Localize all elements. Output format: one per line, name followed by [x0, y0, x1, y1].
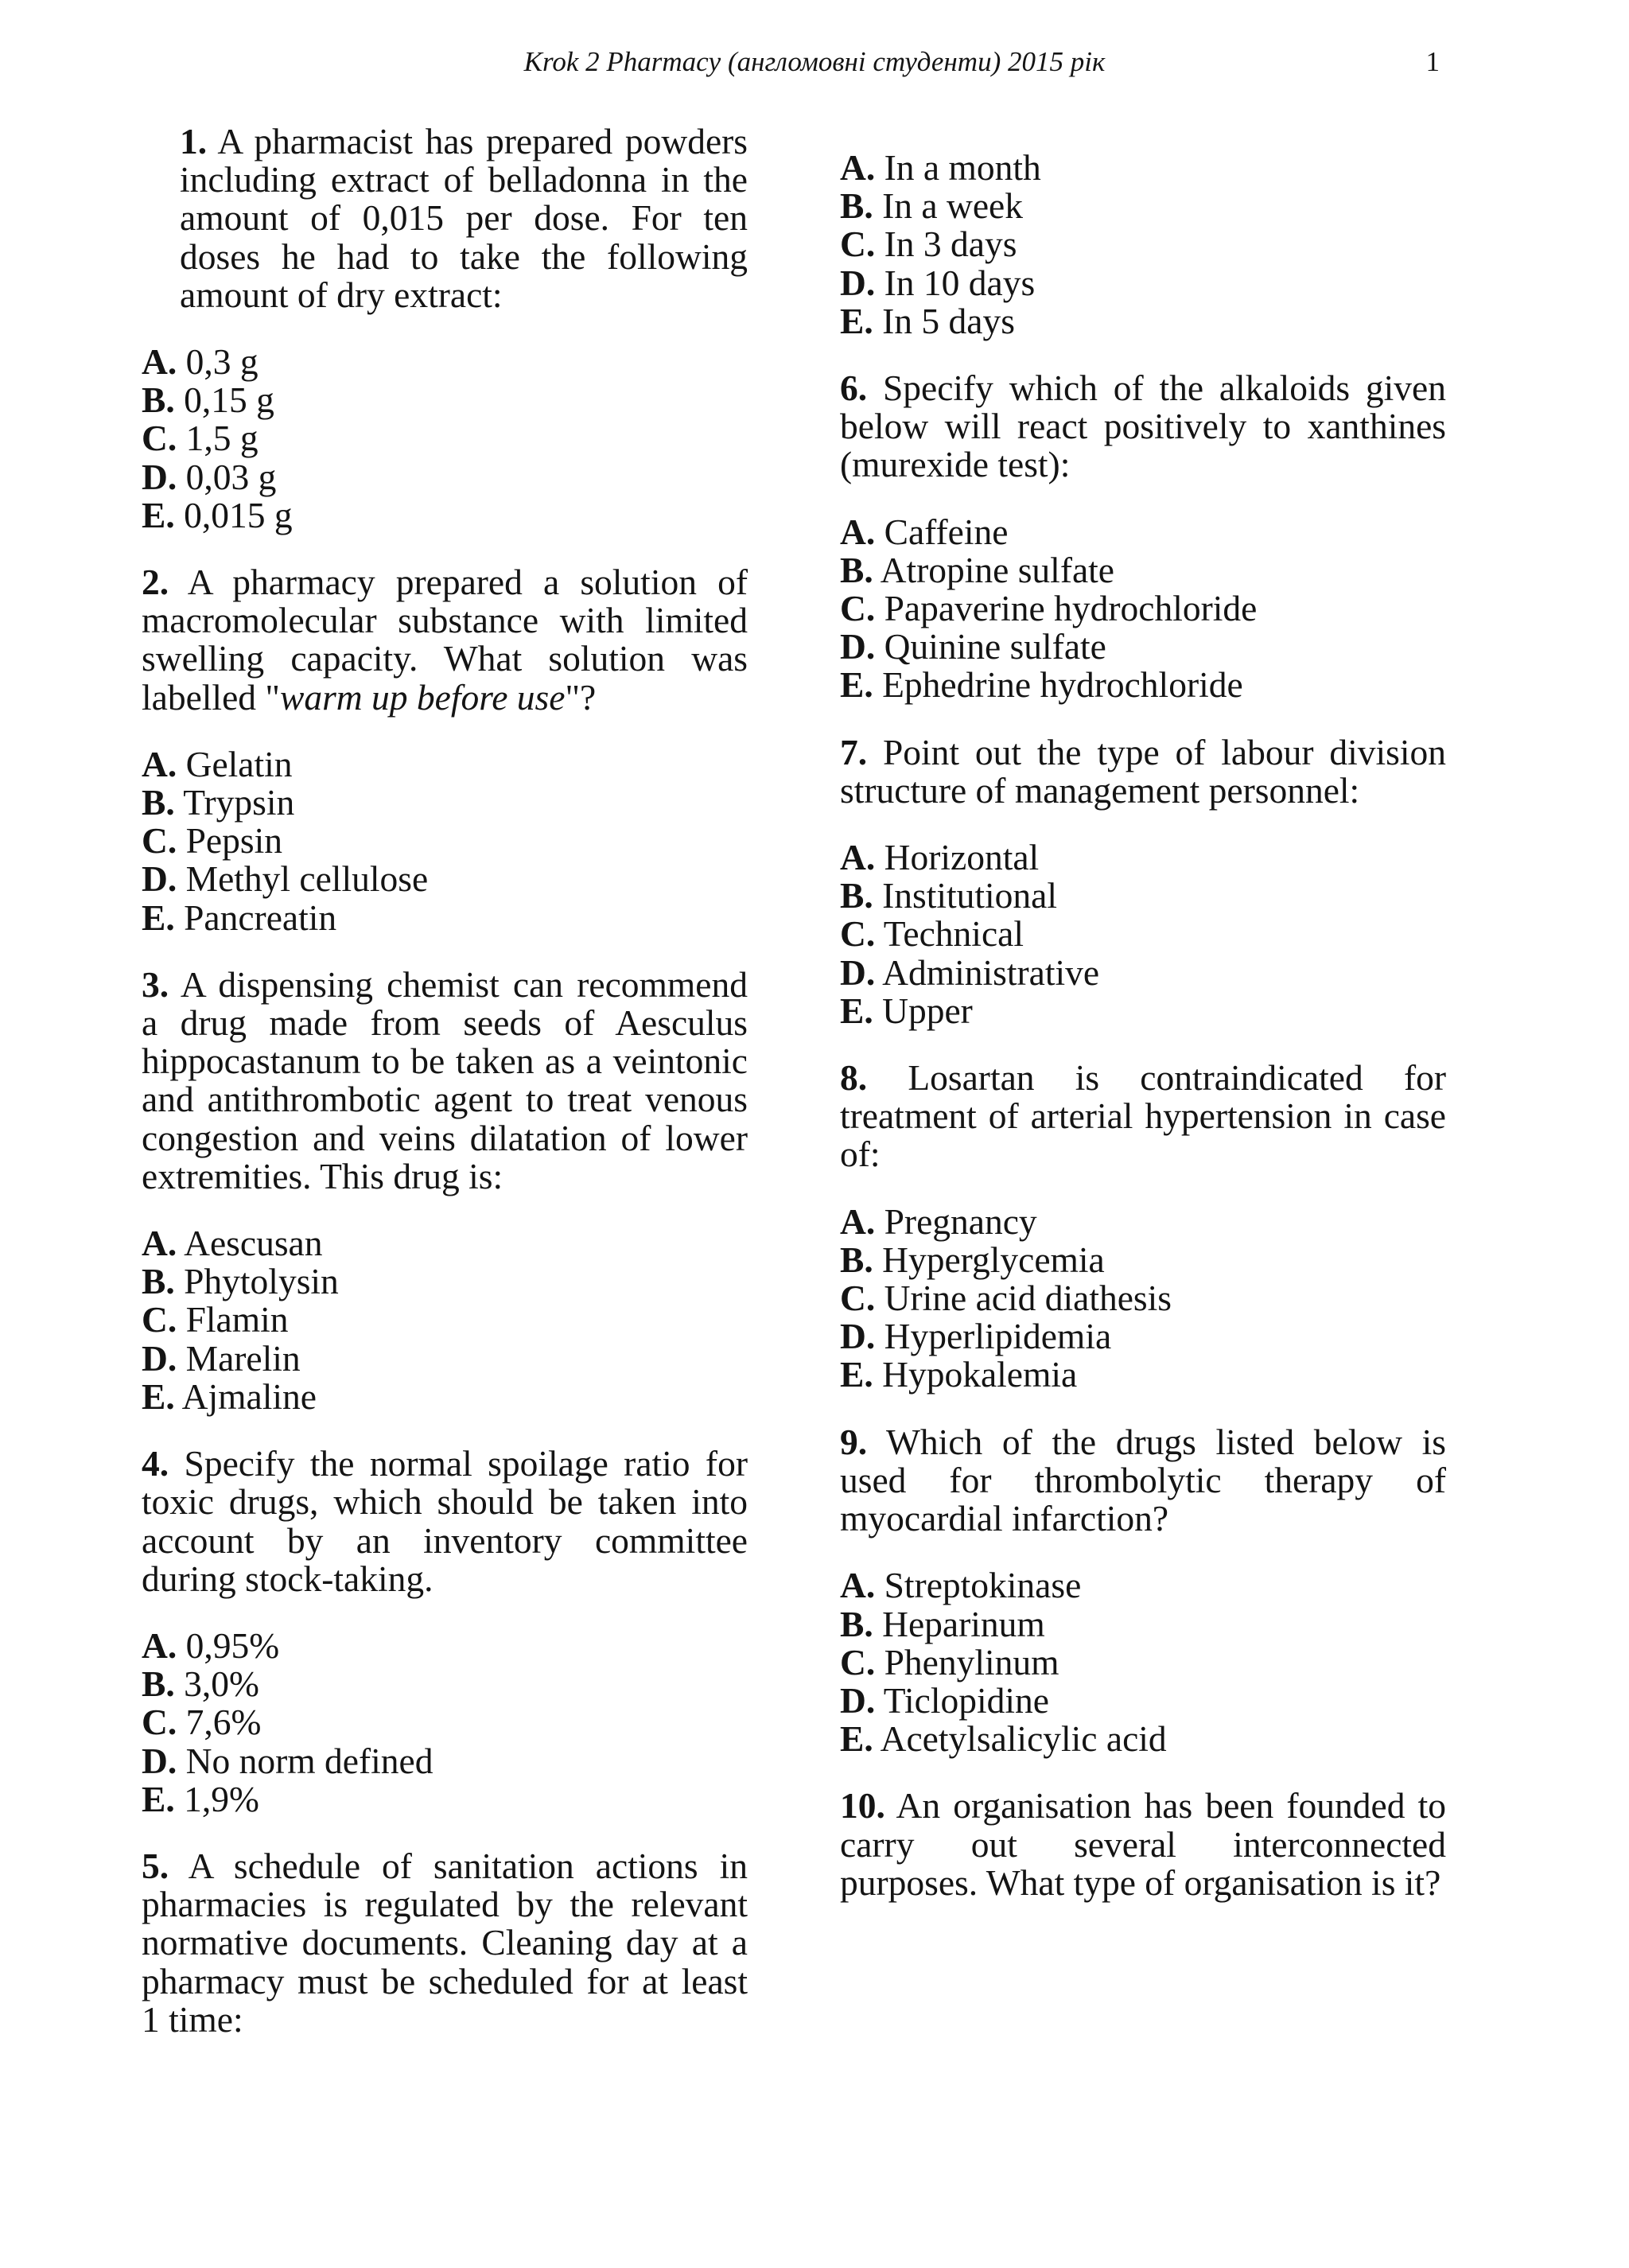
answer-option-e — [142, 1780, 748, 1819]
option-text: 0,15 g — [184, 379, 274, 421]
option-text: Heparinum — [882, 1603, 1045, 1644]
question-text: An organisation has been founded to carry out several interconnected purposes. What type of organisation is it? — [840, 1785, 1446, 1903]
option-text: Streptokinase — [884, 1565, 1082, 1606]
option-text: 0,95% — [185, 1624, 280, 1666]
question-number: 5. — [142, 1845, 169, 1886]
page-number: 1 — [1425, 46, 1440, 77]
option-text: Aescusan — [184, 1223, 323, 1264]
answer-options — [840, 1566, 1446, 1758]
answer-option-b — [840, 1241, 1446, 1279]
option-letter: E. — [840, 990, 873, 1031]
option-text: In a month — [884, 147, 1041, 188]
option-text: Pepsin — [185, 820, 282, 862]
option-letter: B. — [142, 782, 175, 823]
option-text: Acetylsalicylic acid — [880, 1718, 1167, 1760]
answer-option-c — [840, 1279, 1446, 1317]
answer-option-e — [840, 1720, 1446, 1758]
option-letter: B. — [142, 379, 175, 421]
question-stem — [840, 1423, 1446, 1539]
answer-option-b — [840, 1605, 1446, 1644]
option-letter: E. — [142, 897, 175, 938]
option-letter: A. — [840, 837, 876, 878]
question-4 — [142, 1445, 748, 1819]
question-number: 7. — [840, 731, 868, 772]
question-stem — [142, 123, 748, 314]
answer-option-a — [142, 343, 748, 381]
answer-options — [142, 1224, 748, 1416]
question-stem — [142, 563, 748, 717]
answer-option-c — [142, 1301, 748, 1339]
option-text: Institutional — [882, 875, 1058, 916]
answer-option-d — [840, 1679, 1446, 1721]
option-text: Horizontal — [884, 837, 1040, 878]
question-stem — [840, 733, 1446, 810]
question-5-options — [840, 149, 1446, 340]
answer-option-a — [142, 745, 748, 784]
answer-option-e — [142, 899, 748, 937]
option-text: In 5 days — [882, 300, 1015, 341]
answer-option-b — [840, 877, 1446, 915]
question-text: Losartan is contraindicated for treatment of arterial hypertension in case of: — [840, 1057, 1447, 1175]
option-letter: C. — [142, 1702, 177, 1743]
answer-option-a — [142, 1224, 748, 1262]
question-text-italic: warm up before use — [279, 676, 566, 718]
option-text: Atropine sulfate — [880, 549, 1115, 590]
option-text: 3,0% — [184, 1663, 259, 1705]
option-text: In 3 days — [884, 224, 1017, 265]
question-text: Specify which of the alkaloids given below will react positively to xanthines (murexide test): — [840, 368, 1447, 485]
question-1 — [142, 123, 748, 535]
option-text: Hyperlipidemia — [884, 1316, 1112, 1357]
question-number: 9. — [840, 1421, 868, 1462]
option-letter: B. — [142, 1663, 175, 1705]
option-letter: D. — [840, 1679, 876, 1721]
answer-option-d — [840, 264, 1446, 302]
answer-options — [840, 1200, 1446, 1395]
option-text: Ephedrine hydrochloride — [882, 664, 1243, 706]
header-title: Krok 2 Pharmacy (англомовні студенти) 2015 рік — [523, 46, 1106, 77]
answer-option-e — [840, 302, 1446, 340]
option-text: Marelin — [185, 1337, 301, 1379]
option-text: 1,9% — [184, 1778, 259, 1819]
question-10 — [840, 1787, 1446, 1902]
answer-option-b — [142, 1262, 748, 1301]
option-text: Technical — [883, 913, 1024, 955]
option-letter: C. — [840, 224, 876, 265]
left-column — [142, 123, 748, 2068]
answer-option-e — [840, 1356, 1446, 1394]
option-text: Ticlopidine — [883, 1679, 1049, 1721]
option-text: Hyperglycemia — [882, 1239, 1105, 1280]
answer-option-a — [840, 838, 1446, 877]
option-text: Urine acid diathesis — [884, 1278, 1172, 1319]
question-7 — [840, 733, 1446, 1030]
answer-options — [840, 513, 1446, 705]
question-6 — [840, 369, 1446, 705]
answer-option-a — [840, 1566, 1446, 1605]
answer-option-e — [840, 666, 1446, 704]
answer-option-c — [840, 225, 1446, 263]
option-letter: A. — [142, 1624, 177, 1666]
option-letter: B. — [840, 549, 873, 590]
question-text: A pharmacist has prepared powders including extract of belladonna in the amount of 0,015 per dose. For ten doses he had to take the following amount of dry extract: — [180, 121, 748, 315]
option-text: Caffeine — [884, 511, 1009, 552]
option-letter: A. — [840, 1200, 876, 1242]
option-letter: A. — [142, 743, 177, 784]
question-5 — [142, 1847, 748, 2039]
option-letter: D. — [840, 262, 876, 303]
answer-option-c — [840, 915, 1446, 953]
answer-options — [142, 1624, 748, 1819]
question-text: Specify the normal spoilage ratio for toxic drugs, which should be taken into account by an inventory committee during stock-taking. — [142, 1443, 748, 1599]
option-text: Pancreatin — [184, 897, 337, 938]
question-number: 6. — [840, 368, 868, 409]
option-letter: D. — [840, 626, 876, 667]
option-text: In 10 days — [884, 262, 1036, 303]
option-text: Gelatin — [185, 743, 293, 784]
option-letter: C. — [840, 1278, 876, 1319]
answer-option-d — [840, 1317, 1446, 1356]
option-letter: B. — [840, 1239, 873, 1280]
option-letter: B. — [840, 875, 873, 916]
option-letter: A. — [840, 511, 876, 552]
option-letter: A. — [840, 147, 876, 188]
question-9 — [840, 1423, 1446, 1759]
option-text: No norm defined — [185, 1740, 433, 1781]
option-text: Phenylinum — [884, 1641, 1059, 1683]
question-stem — [840, 1059, 1446, 1174]
option-text: Administrative — [882, 951, 1100, 993]
question-text-end: "? — [565, 676, 597, 718]
answer-option-d — [142, 860, 748, 898]
option-text: 0,03 g — [185, 456, 277, 497]
answer-option-a — [142, 1624, 748, 1666]
option-letter: A. — [142, 1223, 177, 1264]
right-column — [840, 149, 1446, 1931]
option-letter: E. — [142, 494, 175, 535]
question-text: A pharmacy prepared a solution of macromolecular substance with limited swelling capacity. What solution was labelled " — [142, 562, 748, 718]
option-letter: E. — [142, 1375, 175, 1417]
option-text: 1,5 g — [185, 418, 259, 459]
option-text: In a week — [882, 185, 1023, 227]
answer-option-d — [142, 1742, 748, 1780]
answer-option-d — [840, 628, 1446, 666]
option-letter: C. — [840, 1641, 876, 1683]
answer-options — [840, 838, 1446, 1030]
answer-option-c — [142, 419, 748, 457]
option-letter: E. — [840, 300, 873, 341]
question-stem — [142, 963, 748, 1196]
answer-option-e — [142, 1375, 748, 1417]
answer-option-b — [840, 551, 1446, 589]
option-text: Hypokalemia — [882, 1354, 1078, 1395]
question-number: 1. — [180, 121, 208, 161]
question-number: 3. — [142, 963, 169, 1005]
option-text: Papaverine hydrochloride — [884, 588, 1258, 629]
question-text: Which of the drugs listed below is used for thrombolytic therapy of myocardial infarction? — [840, 1421, 1446, 1539]
option-letter: C. — [142, 820, 177, 862]
option-text: Trypsin — [183, 782, 295, 823]
option-letter: D. — [142, 1337, 177, 1379]
option-letter: E. — [840, 1354, 873, 1395]
answer-option-d — [142, 458, 748, 496]
answer-option-b — [142, 381, 748, 419]
question-text: A schedule of sanitation actions in pharmacies is regulated by the relevant normative documents. Cleaning day at a pharmacy must be scheduled for at least 1 time: — [142, 1845, 748, 2040]
answer-options — [142, 343, 748, 535]
answer-option-a — [840, 513, 1446, 551]
option-text: Quinine sulfate — [884, 626, 1106, 667]
question-number: 8. — [840, 1057, 868, 1099]
answer-option-b — [142, 1665, 748, 1703]
answer-option-a — [840, 1200, 1446, 1242]
option-text: 0,015 g — [184, 494, 293, 535]
answer-option-c — [142, 1703, 748, 1741]
answer-option-e — [142, 496, 748, 535]
option-text: Phytolysin — [184, 1261, 339, 1302]
question-3 — [142, 963, 748, 1417]
option-text: Upper — [882, 990, 973, 1031]
answer-option-d — [840, 951, 1446, 993]
answer-option-c — [840, 589, 1446, 628]
question-number: 10. — [840, 1785, 885, 1826]
answer-options — [840, 149, 1446, 340]
option-text: 0,3 g — [185, 341, 259, 383]
option-letter: D. — [840, 951, 876, 993]
answer-option-b — [840, 187, 1446, 225]
answer-option-e — [840, 992, 1446, 1030]
answer-option-d — [142, 1337, 748, 1379]
question-stem — [142, 1847, 748, 2039]
answer-option-c — [840, 1641, 1446, 1683]
option-text: Ajmaline — [181, 1375, 317, 1417]
option-letter: B. — [142, 1261, 175, 1302]
question-stem — [840, 1787, 1446, 1902]
option-letter: C. — [840, 588, 876, 629]
question-text: Point out the type of labour division structure of management personnel: — [840, 731, 1446, 811]
option-text: 7,6% — [185, 1702, 262, 1743]
option-letter: C. — [142, 1299, 177, 1340]
option-letter: D. — [142, 456, 177, 497]
option-text: Pregnancy — [884, 1200, 1037, 1242]
option-letter: C. — [840, 913, 876, 955]
option-text: Flamin — [185, 1299, 289, 1340]
option-letter: D. — [840, 1316, 876, 1357]
option-letter: C. — [142, 418, 177, 459]
question-text: A dispensing chemist can recommend a drug made from seeds of Aesculus hippocastanum to be taken as a veintonic and antithrombotic agent to treat venous congestion and veins dilatation of lower extremities. This drug is: — [142, 963, 748, 1196]
question-2 — [142, 563, 748, 937]
option-letter: E. — [840, 1718, 873, 1760]
option-letter: B. — [840, 185, 873, 227]
option-letter: B. — [840, 1603, 873, 1644]
question-8 — [840, 1059, 1446, 1395]
question-number: 4. — [142, 1443, 169, 1484]
answer-option-c — [142, 822, 748, 860]
option-letter: A. — [142, 341, 177, 383]
question-stem — [142, 1445, 748, 1598]
option-letter: E. — [142, 1778, 175, 1819]
answer-option-a — [840, 149, 1446, 187]
question-number: 2. — [142, 562, 169, 603]
option-letter: D. — [142, 1740, 177, 1781]
answer-options — [142, 745, 748, 937]
option-text: Methyl cellulose — [185, 858, 429, 900]
page-header — [0, 45, 1629, 80]
answer-option-b — [142, 784, 748, 822]
option-letter: A. — [840, 1565, 876, 1606]
option-letter: E. — [840, 664, 873, 706]
option-letter: D. — [142, 858, 177, 900]
question-stem — [840, 369, 1446, 484]
